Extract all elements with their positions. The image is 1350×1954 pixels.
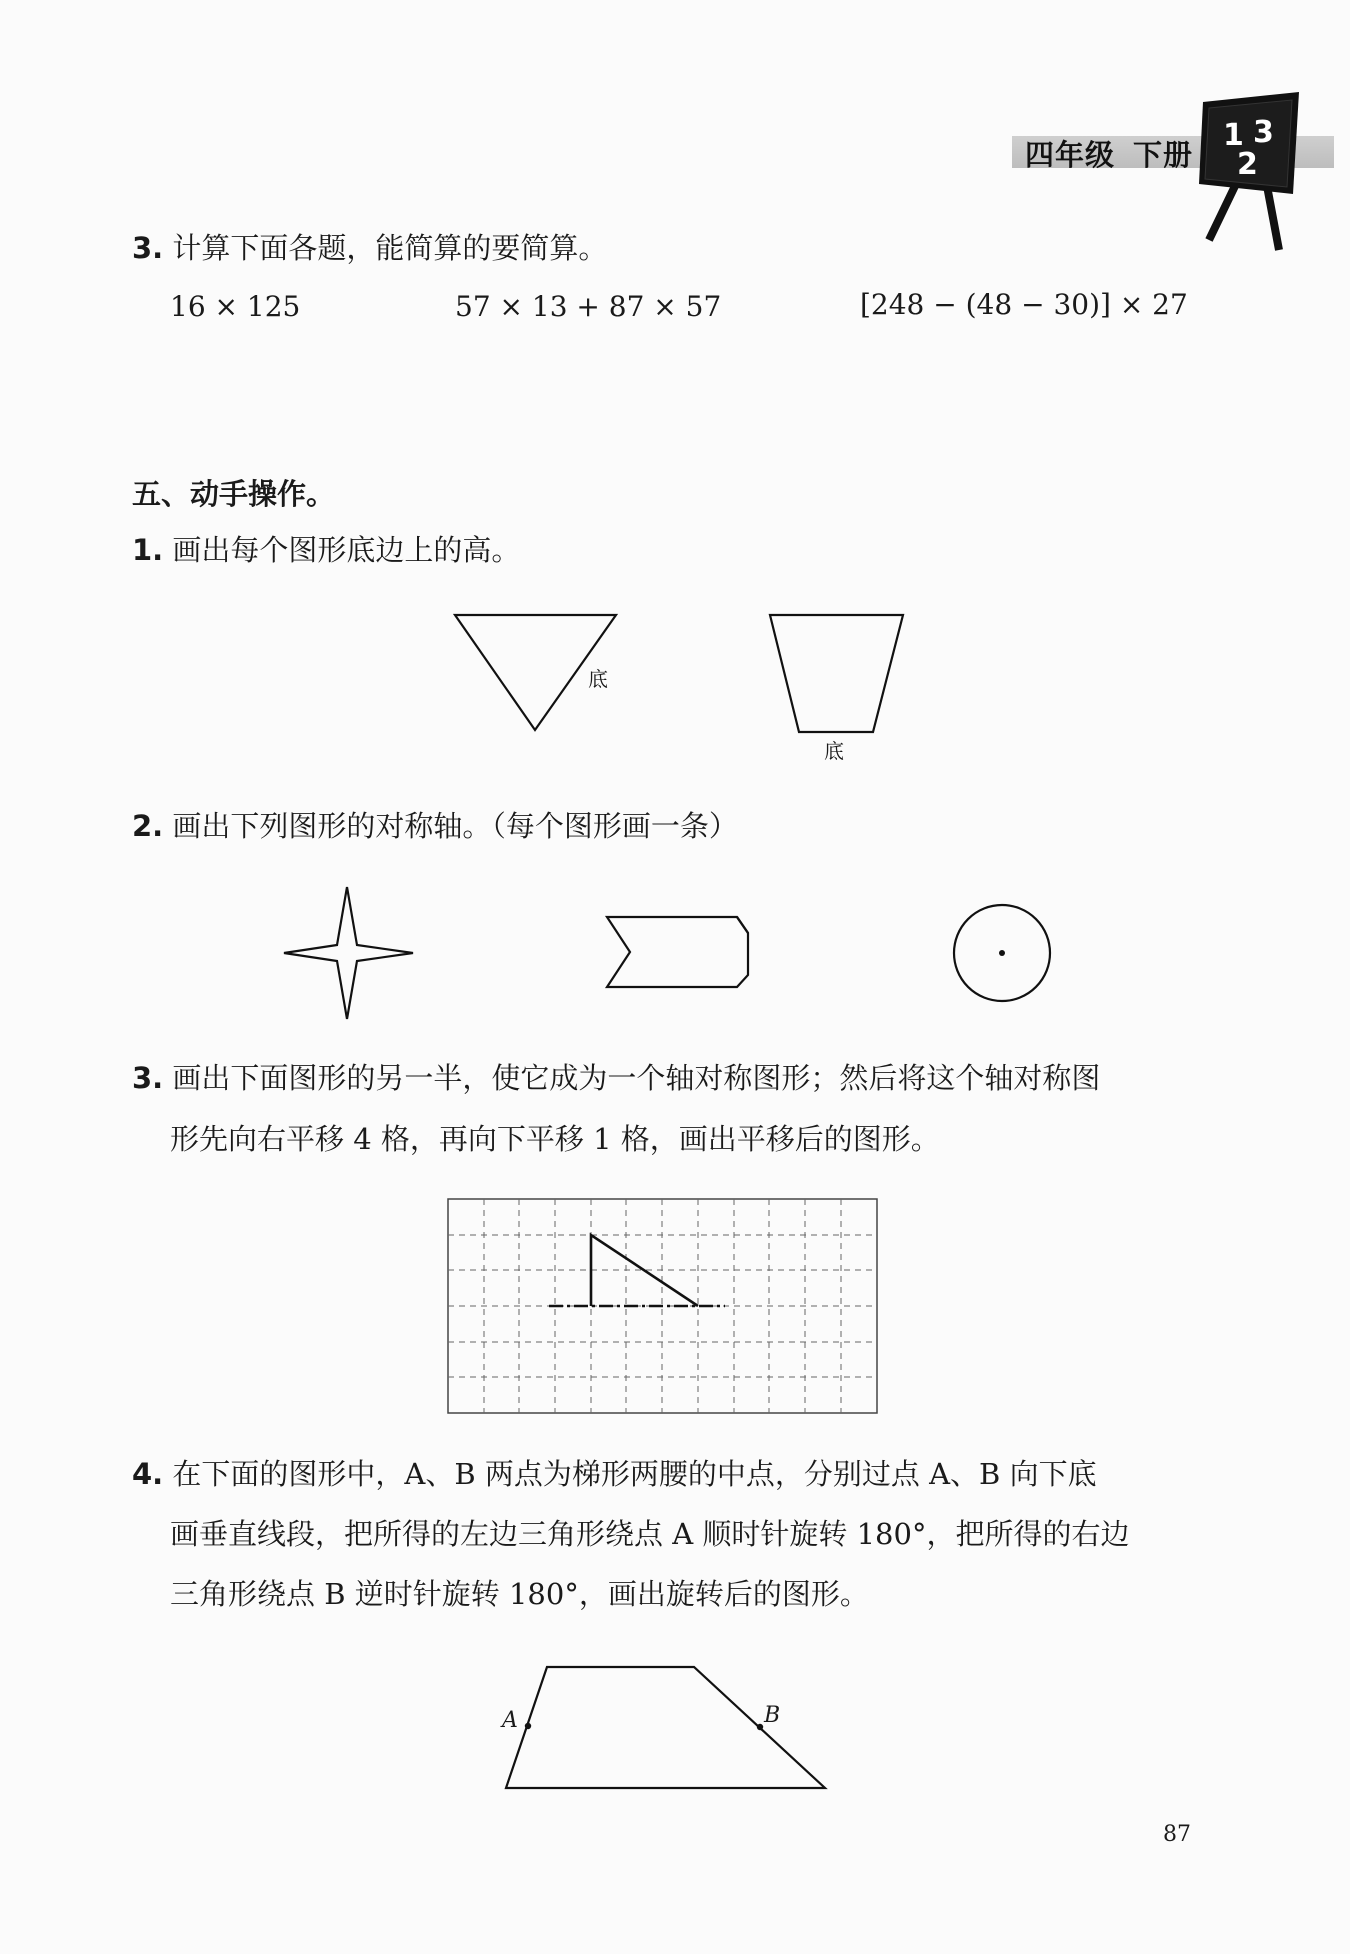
expression-1: 16 × 125 [170,290,301,323]
point-b-label: B [764,1703,781,1728]
q3-number: 3. [132,1061,164,1095]
calc-question [132,228,607,268]
trapezoid-shape [770,615,903,732]
q1-figures [440,600,920,770]
logo-digit-1: 1 [1223,118,1244,153]
q2-prompt: 画出下列图形的对称轴。（每个图形画一条） [172,809,738,843]
page-number: 87 [1163,1822,1191,1847]
q3-text-line1: 画出下面图形的另一半，使它成为一个轴对称图形；然后将这个轴对称图 [172,1061,1101,1095]
expression-3: [248 − (48 − 30)] × 27 [860,288,1188,321]
trapezoid-base-label: 底 [824,739,844,763]
q1 [132,530,520,570]
q1-number: 1. [132,533,164,567]
q4-number: 4. [132,1457,164,1491]
volume-text: 下册 [1133,138,1194,172]
grade-text: 四年级 [1025,138,1116,172]
calc-question-number: 3. [132,231,164,265]
q2 [132,806,738,846]
circle-center-dot [999,950,1005,956]
expression-2: 57 × 13 + 87 × 57 [455,290,722,323]
logo-digit-2: 2 [1237,147,1258,182]
blackboard-logo-icon [1195,90,1305,252]
q3-grid [447,1198,879,1416]
q3-line1 [132,1058,1100,1098]
q2-number: 2. [132,809,164,843]
q1-prompt: 画出每个图形底边上的高。 [172,533,521,567]
section-title: 五、动手操作。 [132,477,336,511]
point-a-dot [525,1723,531,1729]
four-point-star-shape [284,887,413,1019]
header-grade-label [1025,133,1193,174]
point-b-dot [757,1724,763,1730]
q4-trapezoid [490,1655,840,1795]
q3-text-line2: 形先向右平移 4 格，再向下平移 1 格，画出平移后的图形。 [170,1122,940,1156]
triangle-base-label: 底 [588,667,608,691]
point-a-label: A [502,1708,518,1733]
q4-text-line3: 三角形绕点 B 逆时针旋转 180°，画出旋转后的图形。 [170,1577,869,1611]
calc-question-prompt: 计算下面各题，能简算的要简算。 [172,231,608,265]
arrow-shape [607,917,748,987]
logo-digit-3: 3 [1253,115,1274,150]
q2-figures [270,875,1070,1035]
q4-text-line1: 在下面的图形中，A、B 两点为梯形两腰的中点，分别过点 A、B 向下底 [172,1457,1097,1491]
q4-line1 [132,1454,1097,1494]
q4-text-line2: 画垂直线段，把所得的左边三角形绕点 A 顺时针旋转 180°，把所得的右边 [170,1517,1130,1551]
